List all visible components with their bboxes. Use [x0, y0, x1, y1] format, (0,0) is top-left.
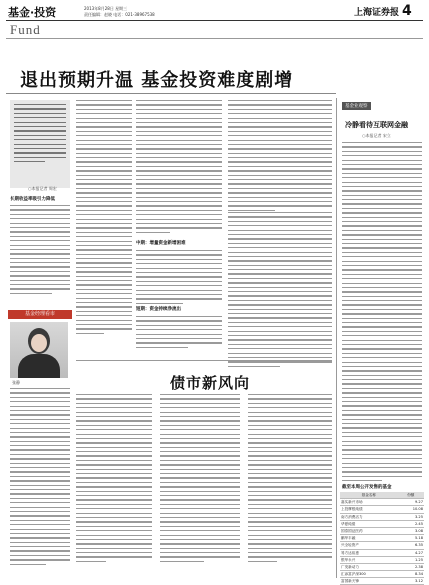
- fund-table: [340, 492, 424, 585]
- article-text: [136, 250, 222, 304]
- table-row: [340, 527, 424, 534]
- table-cell: 6.35: [398, 542, 424, 549]
- table-cell: 易方达裕惠: [340, 549, 398, 556]
- table-row: [340, 535, 424, 542]
- right-section-tag: 基金业观察: [342, 102, 371, 110]
- section-title: 基金·投资: [8, 6, 57, 19]
- table-row: [340, 563, 424, 570]
- table-row: [340, 571, 424, 578]
- table-row: [340, 499, 424, 506]
- table-cell: 8.34: [398, 571, 424, 578]
- subhead: 中期：增量资金新增困难: [136, 241, 186, 246]
- table-cell: 南方消费活力: [340, 513, 398, 520]
- table-header-row: [340, 492, 424, 499]
- table-row: [340, 520, 424, 527]
- table-cell: 汇添富沪深300: [340, 571, 398, 578]
- article-text: [76, 394, 152, 562]
- article-text: [10, 388, 70, 565]
- table-cell: 广发新动力: [340, 563, 398, 570]
- byline: ○本报记者 周宏: [28, 186, 57, 191]
- article-text: [136, 100, 222, 233]
- table-row: [340, 506, 424, 513]
- header-rule: [6, 20, 423, 21]
- column-label: 基金经理看市: [8, 310, 72, 319]
- author-photo: [10, 322, 68, 378]
- section-rule: [76, 360, 332, 361]
- article-text: [10, 205, 70, 294]
- table-header-cell: 基金名称: [340, 492, 398, 499]
- photo-caption: 张静: [12, 380, 20, 385]
- article-text: [160, 394, 240, 562]
- article-text: [342, 142, 422, 481]
- table-row: [340, 513, 424, 520]
- table-cell: 9.27: [398, 499, 424, 506]
- table-cell: 3.12: [398, 578, 424, 585]
- table-row: [340, 556, 424, 563]
- page-number: 4: [402, 3, 412, 19]
- article-text: [136, 316, 222, 348]
- subhead: 长期收益率吸引力降低: [10, 197, 55, 202]
- newspaper-name: 上海证券报: [354, 8, 400, 18]
- table-header-cell: 份额: [398, 492, 424, 499]
- table-cell: 银华永兴: [340, 556, 398, 563]
- intro-box: [10, 100, 70, 188]
- table-row: [340, 578, 424, 585]
- table-row: [340, 542, 424, 549]
- issue-info: 2013年8月28日 星期三: [84, 6, 128, 11]
- table-cell: 兴全轻资产: [340, 542, 398, 549]
- table-cell: 10.08: [398, 506, 424, 513]
- right-byline: ○本报记者 宋立: [362, 133, 391, 138]
- article-text: [76, 100, 132, 334]
- table-cell: 2.45: [398, 520, 424, 527]
- table-cell: 华夏纯债: [340, 520, 398, 527]
- subhead: 短期：资金持续净流出: [136, 307, 181, 312]
- section-subtitle-en: Fund: [10, 22, 41, 37]
- article-text: [228, 100, 332, 211]
- intro-text: [10, 100, 70, 166]
- article-text: [248, 394, 332, 562]
- table-cell: 3.08: [398, 527, 424, 534]
- table-cell: 国泰国证医药: [340, 527, 398, 534]
- table-cell: 2.38: [398, 563, 424, 570]
- table-cell: 鹏华丰融: [340, 535, 398, 542]
- table-cell: 1.25: [398, 556, 424, 563]
- article-text: [228, 212, 332, 367]
- column-title: 债市新风向: [170, 374, 251, 392]
- table-cell: 5.18: [398, 535, 424, 542]
- table-cell: 4.27: [398, 549, 424, 556]
- main-headline: 退出预期升温 基金投资难度剧增: [20, 70, 294, 91]
- right-article-title: 冷静看待互联网金融: [345, 121, 408, 129]
- header-rule-thin: [6, 38, 423, 39]
- table-cell: 富国新天锋: [340, 578, 398, 585]
- table-row: [340, 549, 424, 556]
- editor-info: 责任编辑：赵晓 电话：021-38967538: [84, 12, 155, 17]
- table-cell: 上投摩根纯债: [340, 506, 398, 513]
- column-divider: [336, 98, 337, 578]
- headline-rule: [6, 93, 336, 94]
- table-cell: 3.25: [398, 513, 424, 520]
- table-cell: 嘉实新兴市场: [340, 499, 398, 506]
- table-title: 截至本周公开发售的基金: [342, 485, 392, 490]
